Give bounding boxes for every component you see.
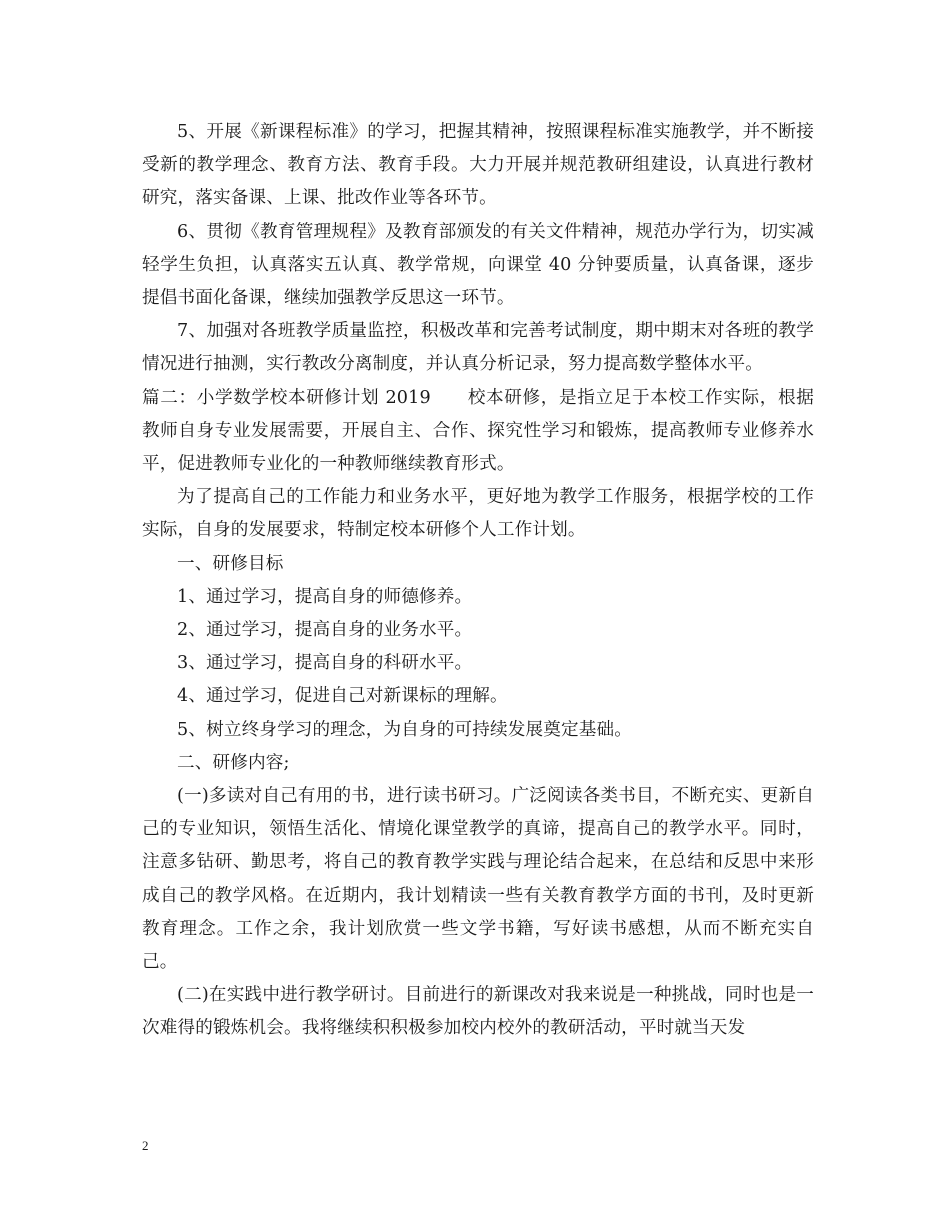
purpose-paragraph: 为了提高自己的工作能力和业务水平，更好地为教学工作服务，根据学校的工作实际，自身的发展要求，特制定校本研修个人工作计划。 [142, 487, 814, 541]
goal-item-4: 4、通过学习，促进自己对新课标的理解。 [177, 686, 508, 707]
document-body [142, 116, 814, 1046]
content-item-practice: (二)在实践中进行教学研讨。目前进行的新课改对我来说是一种挑战，同时也是一次难得的锻炼机会。我将继续积积极参加校内校外的教研活动，平时就当天发 [142, 985, 814, 1039]
goal-item-5: 5、树立终身学习的理念，为自身的可持续发展奠定基础。 [177, 719, 632, 740]
section-heading-content: 二、研修内容; [177, 752, 290, 773]
content-item-reading: (一)多读对自己有用的书，进行读书研习。广泛阅读各类书目，不断充实、更新自己的专业知识，领悟生活化、情境化课堂教学的真谛，提高自己的教学水平。同时，注意多钻研、勤思考，将自己的教育教学实践与理论结合起来，在总结和反思中来形成自己的教学风格。在近期内，我计划精读一些有关教育教学方面的书刊，及时更新教育理念。工作之余，我计划欣赏一些文学书籍，写好读书感想，从而不断充实自己。 [142, 786, 814, 973]
page-number: 2 [142, 1138, 149, 1153]
section-heading-goals: 一、研修目标 [177, 553, 284, 574]
goal-item-2: 2、通过学习，提高自身的业务水平。 [177, 620, 473, 641]
goal-item-3: 3、通过学习，提高自身的科研水平。 [177, 653, 473, 674]
goal-item-1: 1、通过学习，提高自身的师德修养。 [177, 586, 473, 607]
section-two-intro-paragraph: 篇二：小学数学校本研修计划 2019 校本研修，是指立足于本校工作实际，根据教师自身专业发展需要，开展自主、合作、探究性学习和锻炼，提高教师专业修养水平，促进教师专业化的一种教师继续教育形式。 [142, 387, 814, 475]
paragraph-item-7: 7、加强对各班教学质量监控，积极改革和完善考试制度，期中期末对各班的教学情况进行抽测，实行教改分离制度，并认真分析记录，努力提高数学整体水平。 [142, 321, 814, 375]
paragraph-item-5: 5、开展《新课程标准》的学习，把握其精神，按照课程标准实施教学，并不断接受新的教学理念、教育方法、教育手段。大力开展并规范教研组建设，认真进行教材研究，落实备课、上课、批改作业等各环节。 [142, 122, 814, 209]
paragraph-item-6: 6、贯彻《教育管理规程》及教育部颁发的有关文件精神，规范办学行为，切实减轻学生负担，认真落实五认真、教学常规，向课堂 40 分钟要质量，认真备课，逐步提倡书面化备课，继续加强教学反思这一环节。 [142, 221, 814, 309]
